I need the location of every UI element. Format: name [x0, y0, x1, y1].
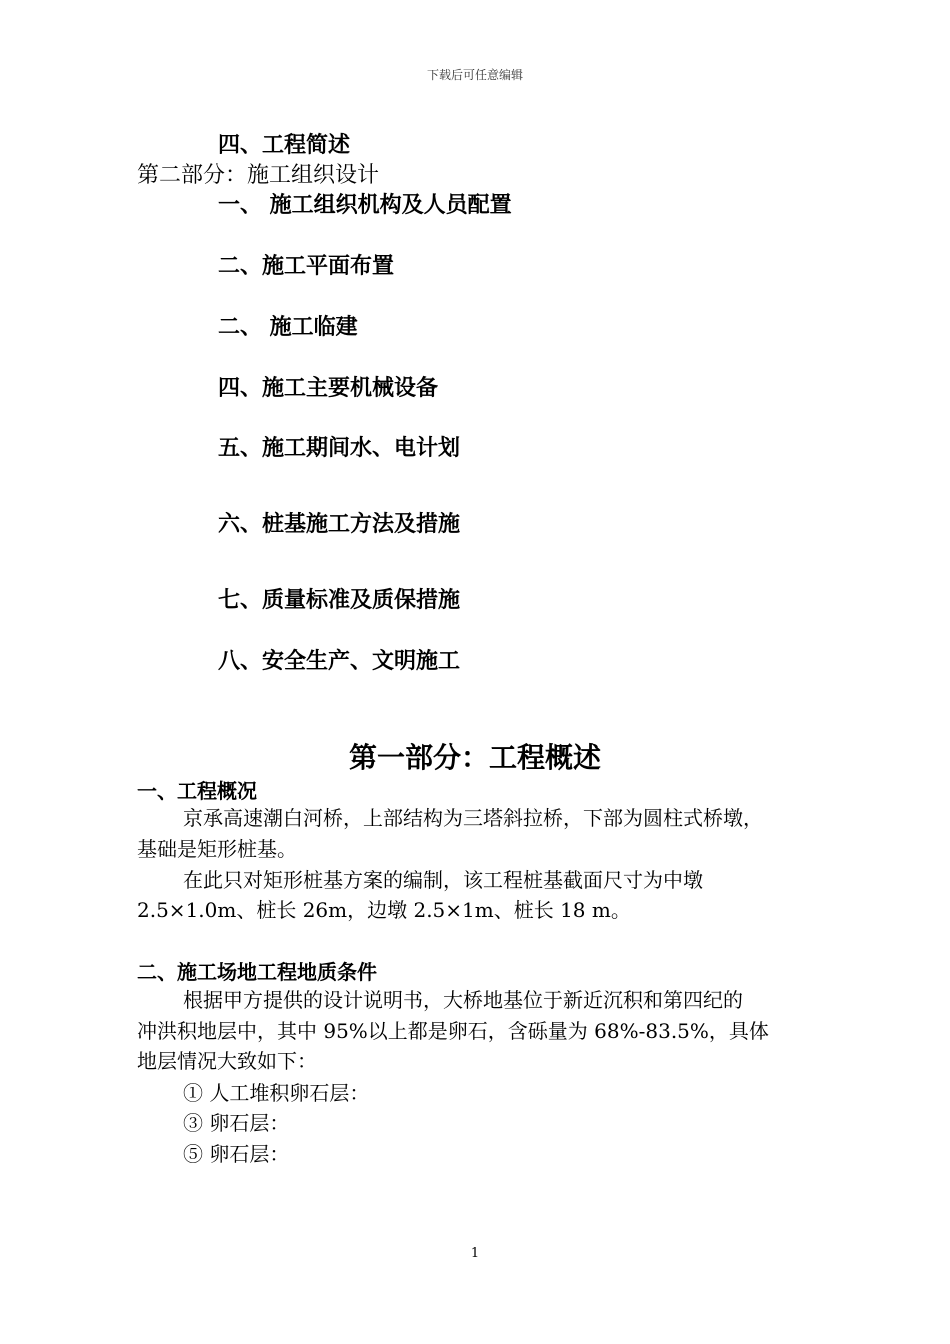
toc-item-project-summary: 四、工程简述	[218, 133, 351, 158]
paragraph-line: 京承高速潮白河桥，上部结构为三塔斜拉桥，下部为圆柱式桥墩，	[183, 806, 763, 830]
paragraph-line: 地层情况大致如下：	[137, 1049, 317, 1073]
paragraph-line: 基础是矩形桩基。	[137, 837, 297, 861]
page-number: 1	[470, 1246, 480, 1261]
toc-item: 八、安全生产、文明施工	[218, 649, 461, 674]
toc-item: 二、施工平面布置	[218, 254, 395, 279]
stratum-list-item: ③ 卵石层：	[183, 1111, 290, 1135]
stratum-list-item: ① 人工堆积卵石层：	[183, 1081, 370, 1105]
page-header: 下载后可任意编辑	[426, 68, 523, 82]
toc-item: 六、桩基施工方法及措施	[218, 512, 461, 537]
paragraph-line: 在此只对矩形桩基方案的编制，该工程桩基截面尺寸为中墩	[183, 868, 703, 892]
paragraph-line: 冲洪积地层中，其中 95%以上都是卵石，含砾量为 68%-83.5%，具体	[137, 1019, 769, 1043]
subsection-heading: 二、施工场地工程地质条件	[137, 960, 377, 984]
paragraph-line: 根据甲方提供的设计说明书，大桥地基位于新近沉积和第四纪的	[183, 988, 743, 1012]
stratum-list-item: ⑤ 卵石层：	[183, 1142, 290, 1166]
toc-item: 一、 施工组织机构及人员配置	[218, 193, 512, 218]
section-title: 第一部分：工程概述	[348, 741, 601, 774]
subsection-heading: 一、工程概况	[137, 779, 257, 803]
paragraph-line: 2.5×1.0m、桩长 26m，边墩 2.5×1m、桩长 18 m。	[137, 898, 631, 922]
toc-item: 五、施工期间水、电计划	[218, 436, 461, 461]
toc-item: 四、施工主要机械设备	[218, 376, 439, 401]
toc-item: 七、质量标准及质保措施	[218, 588, 461, 613]
toc-item: 二、 施工临建	[218, 315, 358, 340]
toc-part2-title: 第二部分：施工组织设计	[137, 163, 380, 188]
